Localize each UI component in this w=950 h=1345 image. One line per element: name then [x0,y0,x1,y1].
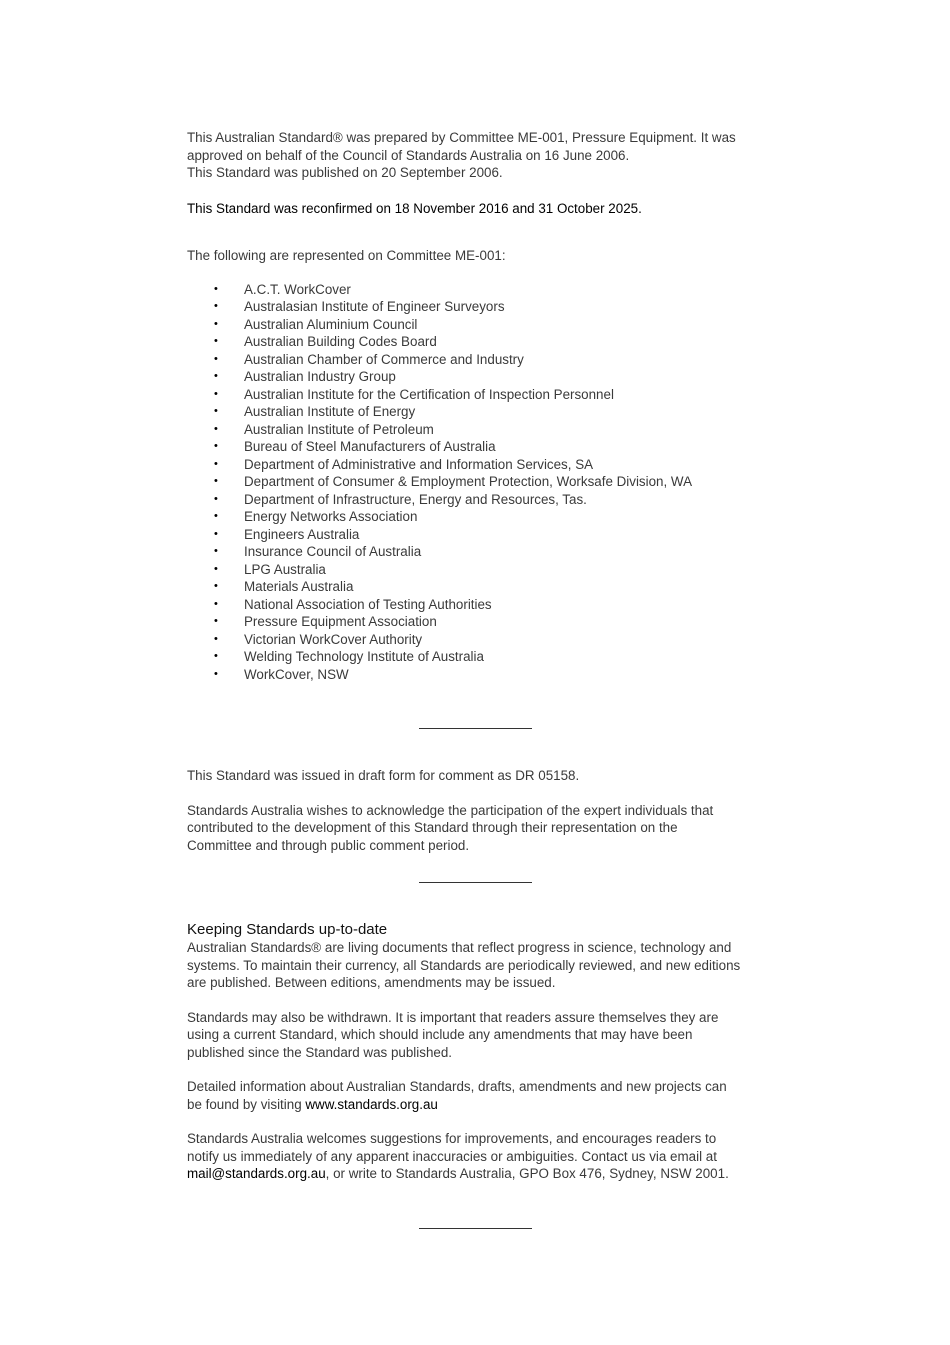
committee-member-name: Department of Infrastructure, Energy and Resources, Tas. [244,491,587,507]
committee-member-name: Materials Australia [244,579,354,594]
committee-member-item [187,578,767,596]
committee-member-name: Australian Chamber of Commerce and Industry [244,351,524,367]
reconfirmation-notice: This Standard was reconfirmed on 18 November 2016 and 31 October 2025. [187,200,642,216]
committee-member-item [187,386,767,404]
paragraph-text: be found by visiting [187,1096,306,1112]
bullet-icon: • [214,510,218,522]
committee-member-item [187,333,767,351]
bullet-icon: • [214,527,218,540]
committee-member-item [187,403,767,421]
bullet-icon: • [214,562,218,575]
committee-member-name: Engineers Australia [244,526,360,542]
committee-member-item [187,316,767,334]
bullet-icon: • [214,282,218,295]
committee-member-name: Australian Building Codes Board [244,334,437,349]
website-link[interactable]: www.standards.org.au [305,1096,438,1112]
paragraph-line: Australian Standards® are living documents that reflect progress in science, technology and [187,940,732,955]
committee-member-item [187,648,767,666]
committee-member-name: National Association of Testing Authorities [244,596,492,612]
bullet-icon: • [214,440,218,452]
committee-member-name: Department of Administrative and Information Services, SA [244,456,594,472]
section-divider [419,882,532,883]
committee-member-item [187,421,767,439]
committee-member-item [187,438,767,456]
email-link[interactable]: mail@standards.org.au [187,1166,326,1181]
section-divider [419,1228,532,1229]
committee-member-name: Australian Institute of Energy [244,404,416,419]
withdrawn-paragraph [187,1009,767,1062]
bullet-icon: • [214,317,218,330]
section-divider [419,728,532,729]
committee-member-item [187,508,767,526]
paragraph-line [187,1165,767,1183]
bullet-icon: • [214,300,218,312]
committee-member-list [187,281,767,684]
committee-member-item [187,351,767,369]
committee-heading: The following are represented on Committee ME-001: [187,248,506,263]
intro-line: This Australian Standard® was prepared by Committee ME-001, Pressure Equipment. It was [187,130,736,145]
bullet-icon: • [214,475,218,487]
intro-line: This Standard was published on 20 September 2006. [187,165,503,180]
suggestions-paragraph [187,1130,767,1183]
paragraph-line: Standards may also be withdrawn. It is important that readers assure themselves they are [187,1009,719,1025]
paragraph-line [187,1096,767,1114]
bullet-icon: • [214,597,218,610]
committee-member-name: Australasian Institute of Engineer Surveyors [244,299,505,314]
committee-member-name: Australian Industry Group [244,369,396,384]
committee-member-name: Energy Networks Association [244,509,418,524]
bullet-icon: • [214,615,218,627]
bullet-icon: • [214,422,218,435]
bullet-icon: • [214,335,218,347]
committee-member-name: Department of Consumer & Employment Protection, Worksafe Division, WA [244,474,693,489]
committee-member-name: WorkCover, NSW [244,666,349,682]
committee-member-name: Australian Aluminium Council [244,316,418,332]
committee-member-item [187,368,767,386]
committee-member-name: Australian Institute of Petroleum [244,421,434,437]
committee-member-item [187,281,767,299]
bullet-icon: • [214,352,218,365]
committee-member-item [187,298,767,316]
committee-member-item [187,473,767,491]
committee-member-item [187,561,767,579]
committee-member-item [187,613,767,631]
paragraph-line: are published. Between editions, amendments may be issued. [187,975,556,990]
committee-member-name: Bureau of Steel Manufacturers of Australia [244,439,496,454]
document-page [187,129,767,1229]
committee-member-name: Pressure Equipment Association [244,614,437,629]
paragraph-line: using a current Standard, which should include any amendments that may have been [187,1027,693,1042]
bullet-icon: • [214,457,218,470]
intro-paragraph [187,129,767,182]
bullet-icon: • [214,387,218,400]
bullet-icon: • [214,545,218,557]
committee-member-item [187,596,767,614]
committee-member-item [187,543,767,561]
acknowledgement-paragraph [187,802,767,855]
bullet-icon: • [214,370,218,382]
committee-member-item [187,456,767,474]
committee-member-item [187,491,767,509]
bullet-icon: • [214,650,218,662]
committee-member-item [187,666,767,684]
bullet-icon: • [214,580,218,592]
bullet-icon: • [214,632,218,645]
paragraph-line: systems. To maintain their currency, all Standards are periodically reviewed, and new editions [187,957,741,973]
committee-member-name: Insurance Council of Australia [244,544,422,559]
acknowledgement-line: Standards Australia wishes to acknowledge the participation of the expert individuals that [187,802,714,818]
committee-member-name: Welding Technology Institute of Australia [244,649,484,664]
intro-line: approved on behalf of the Council of Standards Australia on 16 June 2006. [187,147,630,163]
bullet-icon: • [214,492,218,505]
paragraph-line: notify us immediately of any apparent inaccuracies or ambiguities. Contact us via email at [187,1148,717,1164]
bullet-icon: • [214,667,218,680]
paragraph-line: Standards Australia welcomes suggestions for improvements, and encourages readers to [187,1131,717,1146]
paragraph-text: , or write to Standards Australia, GPO Box 476, Sydney, NSW 2001. [325,1166,729,1181]
committee-member-name: LPG Australia [244,561,326,577]
draft-note: This Standard was issued in draft form for comment as DR 05158. [187,768,580,783]
paragraph-line: published since the Standard was published. [187,1044,453,1060]
living-documents-paragraph [187,939,767,992]
acknowledgement-line: contributed to the development of this Standard through their representation on the [187,820,678,835]
keeping-standards-heading: Keeping Standards up-to-date [187,921,388,938]
information-paragraph [187,1078,767,1113]
committee-member-name: Australian Institute for the Certification of Inspection Personnel [244,386,614,402]
committee-member-item [187,631,767,649]
committee-member-name: A.C.T. WorkCover [244,281,351,297]
bullet-icon: • [214,405,218,417]
acknowledgement-line: Committee and through public comment period. [187,837,470,853]
committee-member-name: Victorian WorkCover Authority [244,631,423,647]
committee-member-item [187,526,767,544]
paragraph-line: Detailed information about Australian Standards, drafts, amendments and new projects can [187,1079,727,1094]
